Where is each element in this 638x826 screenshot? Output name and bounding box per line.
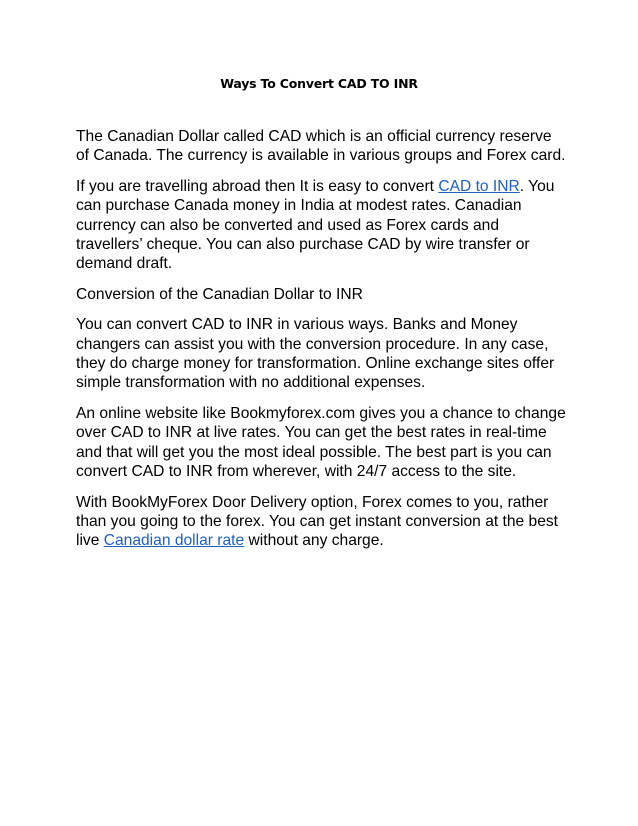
paragraph-ways: You can convert CAD to INR in various ways. Banks and Money changers can assist you with the conversion procedure. In any case, they do charge money for transformation. Online exchange sites offer simple transformation with no additional expenses. <box>76 316 555 392</box>
cad-to-inr-link[interactable]: CAD to INR <box>438 177 520 195</box>
paragraph-door-delivery-text-before: With BookMyForex Door Delivery option, Forex comes to you, rather than you going to the forex. You can get instant conversion at the best live <box>76 493 559 550</box>
paragraph-door-delivery <box>76 493 568 551</box>
canadian-dollar-rate-link[interactable]: Canadian dollar rate <box>103 532 245 550</box>
document-title: Ways To Convert CAD TO INR <box>220 76 418 91</box>
paragraph-travelling-text-after: . You can purchase Canada money in India at modest rates. Canadian currency can also be converted and used as Forex cards and travellers’ cheque. You can also purchase CAD by wire transfer or demand draft. <box>76 177 555 273</box>
document-body <box>76 127 568 562</box>
paragraph-intro: The Canadian Dollar called CAD which is an official currency reserve of Canada. The currency is available in various groups and Forex card. <box>76 128 566 165</box>
paragraph-travelling <box>76 177 568 274</box>
paragraph-door-delivery-text-after: without any charge. <box>244 532 384 550</box>
paragraph-travelling-text-before: If you are travelling abroad then It is easy to convert <box>76 177 439 195</box>
section-heading-conversion: Conversion of the Canadian Dollar to INR <box>76 285 363 303</box>
paragraph-online-website: An online website like Bookmyforex.com gives you a chance to change over CAD to INR at live rates. You can get the best rates in real-time and that will get you the most ideal possible. The best part is you can convert CAD to INR from wherever, with 24/7 access to the site. <box>76 404 566 481</box>
